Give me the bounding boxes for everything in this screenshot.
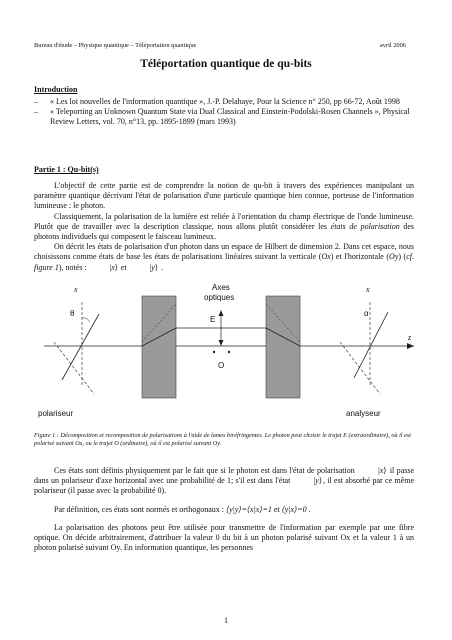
text-run: On décrit les états de polarisation d'un photon dans un espace de Hilbert de dimension 2. Dans cet espace, nous choisissons comme états de base les états de polarisations linéaires suivant la verticale ( <box>34 242 414 262</box>
ket-x: |x⟩ <box>109 262 118 272</box>
part1-heading: Partie 1 : Qu-bit(s) <box>34 165 99 174</box>
period: . <box>160 262 163 272</box>
bullet: – <box>34 107 38 117</box>
page-number: 1 <box>224 616 228 625</box>
after-figure-body <box>34 466 414 553</box>
ket-y: |y⟩ <box>149 262 158 272</box>
o-label: O <box>218 361 225 370</box>
emphasis: états de polarisation <box>330 221 400 231</box>
text-run: Par définition, ces états sont normés et orthogonaux : <box>54 504 224 514</box>
text-run: des photons individuels qui composent le faisceau lumineux. <box>34 221 414 242</box>
text-run: , il est absorbé par ce même polariseur (il passe avec la probabilité 0). <box>34 476 415 496</box>
paragraph: L'objectif de cette partie est de comprendre la notion de qu-bit à travers des expériences manipulant un paramètre quantique décrivant l'état de polarisation d'une particule quantique bien connue, porteuse de l'information lumineuse : le photon. <box>34 181 414 211</box>
reference-item <box>34 97 414 107</box>
axis-oy: Oy <box>389 252 399 262</box>
text-run: ) ( <box>398 252 407 262</box>
analyseur-label: analyseur <box>346 409 381 418</box>
left-birefringent-plate <box>142 296 176 398</box>
text-run: il passe dans un polariseur d'axe horizontal avec une probabilité de 1; s'il est dans l'état <box>34 466 415 486</box>
reference-text: « Les loi nouvelles de l'information quantique », J.-P. Delahaye, Pour la Science n° 250, pp 66-72, Août 1998 <box>50 97 400 106</box>
ket-symbol: y <box>315 476 319 486</box>
optiques-label: optiques <box>204 293 235 302</box>
theta-label: θ <box>70 309 75 318</box>
axes-label: Axes <box>212 283 230 292</box>
figure-ref: cf. figure 1 <box>34 252 415 272</box>
paragraph <box>34 466 414 497</box>
alpha-label: α <box>364 309 369 318</box>
paragraph: La polarisation des photons peut être utilisée pour transmettre de l'information par exemple par une fibre optique. On décide arbitrairement, d'attribuer la valeur 0 du bit à un photon polarisé suivant Ox et la valeur 1 à un photon polarisé suivant Oy. En information quantique, les personnes <box>34 522 414 553</box>
polariseur-label: polariseur <box>38 409 74 418</box>
header-date: avril 2006 <box>379 42 406 49</box>
intro-heading: Introduction <box>34 85 78 94</box>
text-run: ), notés : <box>58 262 87 272</box>
reference-list <box>34 97 414 128</box>
part1-body <box>34 181 414 273</box>
bullet: – <box>34 97 38 106</box>
z-label: z <box>408 333 412 342</box>
text-run: Ces états sont définis physiquement par le fait que si le photon est dans l'état de polarisation <box>54 466 355 475</box>
left-x-label: x <box>74 285 78 294</box>
paragraph <box>34 212 414 243</box>
conjunction: et <box>120 262 127 272</box>
conjunction: et <box>273 504 280 514</box>
text-run: Classiquement, la polarisation de la lumière est reliée à l'orientation du champ électrique de l'onde lumineuse. Plutôt que de travailler avec la description classique, nous allons plutôt considérer les <box>34 211 414 231</box>
header-left: Bureau d'étude – Physique quantique – Téléportation quantique <box>34 42 197 49</box>
orthogonality-equation: ⟨y|x⟩=0 <box>281 504 307 514</box>
arrow-head <box>219 340 224 346</box>
axis-ox: Ox <box>321 252 331 262</box>
paragraph <box>34 242 414 273</box>
ket-y: |y⟩ <box>313 476 322 486</box>
ket-symbol: x <box>379 466 384 475</box>
figure-caption: Figure 1 : Décomposition et recomposition de polarisations à l'aide de lames biréfringentes. Le photon peut choisir le trajet E (extraordinaire), où il est polarisé suivant Ox, ou le trajet O (ordinaire), où il est polarisé suivant Oy. <box>34 432 411 447</box>
right-birefringent-plate <box>266 296 300 398</box>
theta-arc <box>82 318 90 322</box>
left-y-axis <box>54 342 94 394</box>
ket-x: |x⟩ <box>378 466 387 475</box>
right-analyser-line <box>354 312 388 378</box>
text-run: ) et l'horizontale ( <box>330 252 390 262</box>
reference-text: « Teleporting an Unknown Quantum State via Dual Classical and Einstein-Podolski-Rosen Channels », Physical Review Letters, vol. 70, n°13, pp. 1895-1899 (mars 1993) <box>50 107 410 127</box>
figure-1-diagram <box>34 282 418 422</box>
normalisation-equation: ⟨y|y⟩=⟨x|x⟩=1 <box>225 504 272 514</box>
paragraph <box>34 505 414 515</box>
left-polarisation-line <box>62 314 99 380</box>
ket-symbol: y <box>151 262 155 272</box>
reference-item <box>34 107 414 127</box>
o-dot <box>228 351 230 353</box>
page-title: Téléportation quantique de qu-bits <box>140 58 312 70</box>
period: . <box>308 504 311 514</box>
right-y-axis <box>340 342 380 394</box>
e-label: E <box>210 315 216 324</box>
z-arrow <box>407 343 414 349</box>
o-dot <box>213 351 215 353</box>
arrow-head <box>219 310 224 316</box>
ket-symbol: x <box>111 262 115 272</box>
right-x-label: x <box>366 285 370 294</box>
